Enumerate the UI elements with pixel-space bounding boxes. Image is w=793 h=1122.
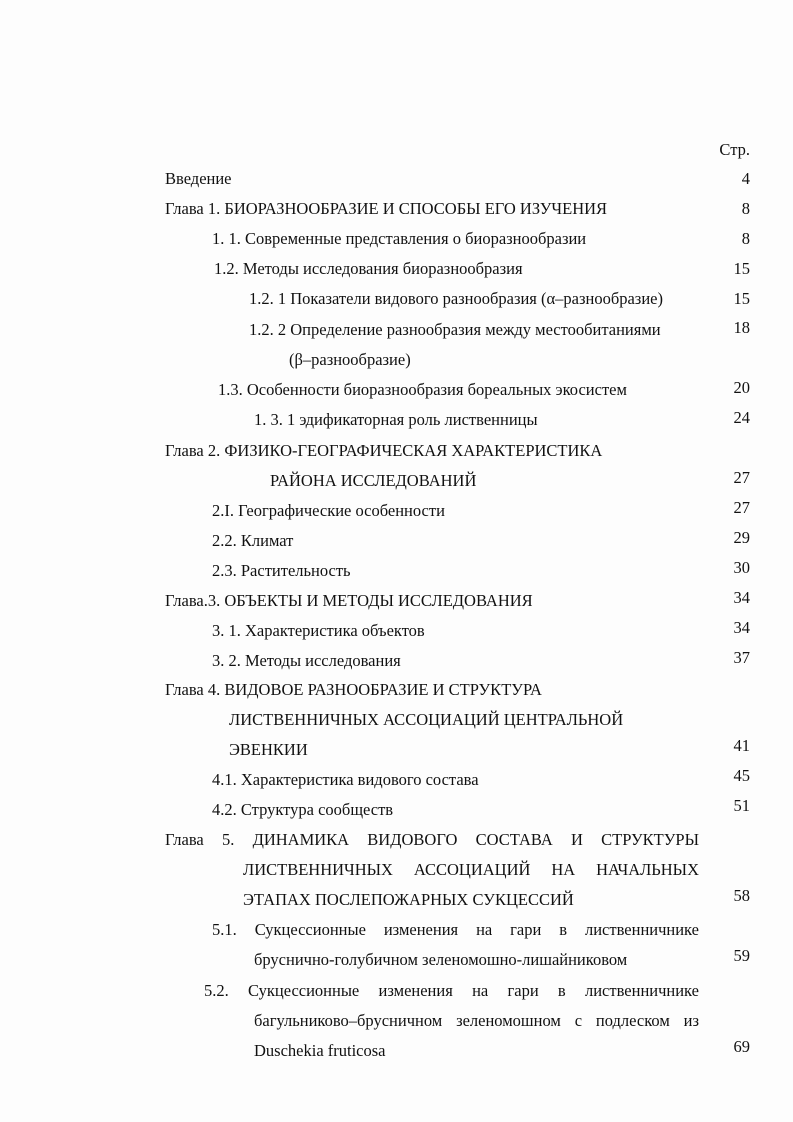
toc-entry-ch4-line3: ЭВЕНКИИ <box>229 740 308 759</box>
toc-entry-s1-2: 1.2. Методы исследования биоразнообразия <box>214 259 523 278</box>
toc-page-intro: 4 <box>741 169 750 188</box>
toc-entry-s4-2: 4.2. Структура сообществ <box>212 800 394 819</box>
toc-page-s2-3: 30 <box>733 558 750 577</box>
toc-entry-s1-2-2-line2: (β–разнообразие) <box>289 350 411 369</box>
toc-entry-ch5-line1: Глава 5. ДИНАМИКА ВИДОВОГО СОСТАВА И СТРУКТУРЫ <box>165 830 699 849</box>
toc-page-s3-1: 34 <box>733 618 750 637</box>
toc-entry-s2-1: 2.I. Географические особенности <box>212 501 445 520</box>
toc-page-s1-3: 20 <box>733 378 750 397</box>
toc-entry-s5-2-line3: Duschekia fruticosa <box>254 1041 386 1060</box>
toc-entry-ch5-line2: ЛИСТВЕННИЧНЫХ АССОЦИАЦИЙ НА НАЧАЛЬНЫХ <box>243 860 699 879</box>
toc-entry-ch2-line1: Глава 2. ФИЗИКО-ГЕОГРАФИЧЕСКАЯ ХАРАКТЕРИСТИКА <box>165 441 603 460</box>
toc-entry-s5-1-line1: 5.1. Сукцессионные изменения на гари в лиственничнике <box>212 920 699 939</box>
toc-page-ch2: 27 <box>733 468 750 487</box>
toc-page-s1-2-2: 18 <box>733 318 750 337</box>
toc-page-s1-2: 15 <box>733 259 750 278</box>
toc-page-s5-2: 69 <box>733 1037 750 1056</box>
toc-entry-ch3: Глава.3. ОБЪЕКТЫ И МЕТОДЫ ИССЛЕДОВАНИЯ <box>165 591 533 610</box>
toc-page-ch4: 41 <box>733 736 750 755</box>
toc-entry-intro: Введение <box>165 169 232 188</box>
toc-page-ch5: 58 <box>733 886 750 905</box>
toc-entry-s2-2: 2.2. Климат <box>212 531 294 550</box>
toc-entry-ch2-line2: РАЙОНА ИССЛЕДОВАНИЙ <box>270 471 477 490</box>
toc-page-ch1: 8 <box>741 199 750 218</box>
toc-entry-s1-2-2-line1: 1.2. 2 Определение разнообразия между местообитаниями <box>249 320 661 339</box>
toc-entry-s5-1-line2: бруснично-голубичном зеленомошно-лишайниковом <box>254 950 628 969</box>
toc-entry-ch4-line1: Глава 4. ВИДОВОЕ РАЗНООБРАЗИЕ И СТРУКТУРА <box>165 680 542 699</box>
toc-page-s5-1: 59 <box>733 946 750 965</box>
toc-page-s1-3-1: 24 <box>733 408 750 427</box>
toc-entry-s2-3: 2.3. Растительность <box>212 561 351 580</box>
toc-page-s3-2: 37 <box>733 648 750 667</box>
toc-entry-s5-2-line1: 5.2. Сукцессионные изменения на гари в лиственничнике <box>204 981 699 1000</box>
toc-entry-s1-2-1: 1.2. 1 Показатели видового разнообразия (α–разнообразие) <box>249 289 663 308</box>
toc-entry-s1-3-1: 1. 3. 1 эдификаторная роль лиственницы <box>254 410 538 429</box>
toc-page-s2-2: 29 <box>733 528 750 547</box>
toc-entry-ch4-line2: ЛИСТВЕННИЧНЫХ АССОЦИАЦИЙ ЦЕНТРАЛЬНОЙ <box>229 710 624 729</box>
toc-entry-s4-1: 4.1. Характеристика видового состава <box>212 770 479 789</box>
toc-page-s2-1: 27 <box>733 498 750 517</box>
toc-page-s1-2-1: 15 <box>733 289 750 308</box>
toc-entry-s1-3: 1.3. Особенности биоразнообразия бореальных экосистем <box>218 380 627 399</box>
page-column-label: Стр. <box>719 140 750 159</box>
toc-entry-s3-2: 3. 2. Методы исследования <box>212 651 401 670</box>
toc-page-s4-1: 45 <box>733 766 750 785</box>
toc-entry-ch1: Глава 1. БИОРАЗНООБРАЗИЕ И СПОСОБЫ ЕГО ИЗУЧЕНИЯ <box>165 199 608 218</box>
toc-entry-s3-1: 3. 1. Характеристика объектов <box>212 621 425 640</box>
toc-page-ch3: 34 <box>733 588 750 607</box>
toc-entry-ch5-line3: ЭТАПАХ ПОСЛЕПОЖАРНЫХ СУКЦЕССИЙ <box>243 890 574 909</box>
toc-entry-s1-1: 1. 1. Современные представления о биоразнообразии <box>212 229 587 248</box>
toc-page-s1-1: 8 <box>741 229 750 248</box>
toc-entry-s5-2-line2: багульниково–брусничном зеленомошном с подлеском из <box>254 1011 699 1030</box>
toc-page-s4-2: 51 <box>733 796 750 815</box>
